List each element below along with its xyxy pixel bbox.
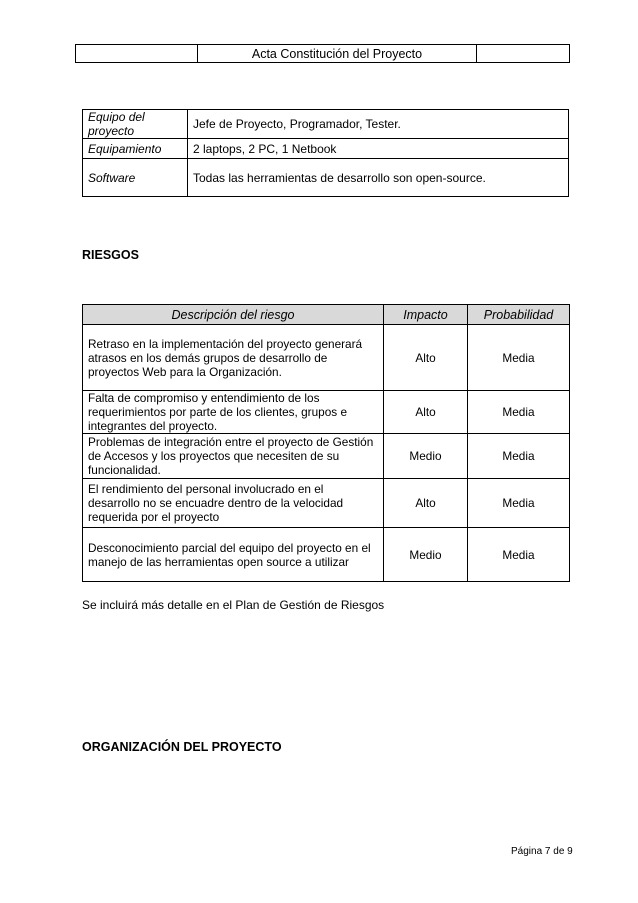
column-header-description: Descripción del riesgo: [83, 305, 384, 325]
table-row: [83, 479, 570, 528]
risk-probability: Media: [468, 434, 570, 479]
resource-value: 2 laptops, 2 PC, 1 Netbook: [188, 139, 569, 159]
risk-table-header: [83, 305, 570, 325]
header-table: [75, 44, 570, 63]
resource-value: Todas las herramientas de desarrollo son open-source.: [188, 159, 569, 197]
organization-heading: ORGANIZACIÓN DEL PROYECTO: [82, 740, 282, 754]
risk-table: [82, 304, 570, 582]
header-cell-right: [477, 45, 570, 63]
column-header-probability: Probabilidad: [468, 305, 570, 325]
risk-impact: Alto: [384, 479, 468, 528]
risk-probability: Media: [468, 325, 570, 391]
risk-description: El rendimiento del personal involucrado en el desarrollo no se encuadre dentro de la velocidad requerida por el proyecto: [83, 479, 384, 528]
header-cell-left: [76, 45, 198, 63]
risk-probability: Media: [468, 528, 570, 582]
resources-table: [82, 109, 569, 197]
risk-impact: Medio: [384, 434, 468, 479]
risk-impact: Alto: [384, 391, 468, 434]
risk-note: Se incluirá más detalle en el Plan de Gestión de Riesgos: [82, 598, 385, 612]
resource-value: Jefe de Proyecto, Programador, Tester.: [188, 110, 569, 139]
resource-key: Software: [83, 159, 188, 197]
risk-probability: Media: [468, 391, 570, 434]
resource-row: [83, 159, 569, 197]
risk-impact: Alto: [384, 325, 468, 391]
risk-description: Desconocimiento parcial del equipo del proyecto en el manejo de las herramientas open source a utilizar: [83, 528, 384, 582]
risk-description: Retraso en la implementación del proyecto generará atrasos en los demás grupos de desarrollo de proyectos Web para la Organización.: [83, 325, 384, 391]
table-row: [83, 434, 570, 479]
risk-description: Problemas de integración entre el proyecto de Gestión de Accesos y los proyectos que necesiten de su funcionalidad.: [83, 434, 384, 479]
risk-description: Falta de compromiso y entendimiento de los requerimientos por parte de los clientes, grupos e integrantes del proyecto.: [83, 391, 384, 434]
page-number: Página 7 de 9: [511, 846, 573, 857]
table-row: [83, 325, 570, 391]
resource-row: [83, 110, 569, 139]
column-header-impact: Impacto: [384, 305, 468, 325]
document-title: Acta Constitución del Proyecto: [198, 45, 477, 63]
resource-key: Equipamiento: [83, 139, 188, 159]
risks-heading: RIESGOS: [82, 248, 139, 262]
resource-key: Equipo del proyecto: [83, 110, 188, 139]
resource-row: [83, 139, 569, 159]
table-row: [83, 391, 570, 434]
table-row: [83, 528, 570, 582]
risk-impact: Medio: [384, 528, 468, 582]
risk-probability: Media: [468, 479, 570, 528]
